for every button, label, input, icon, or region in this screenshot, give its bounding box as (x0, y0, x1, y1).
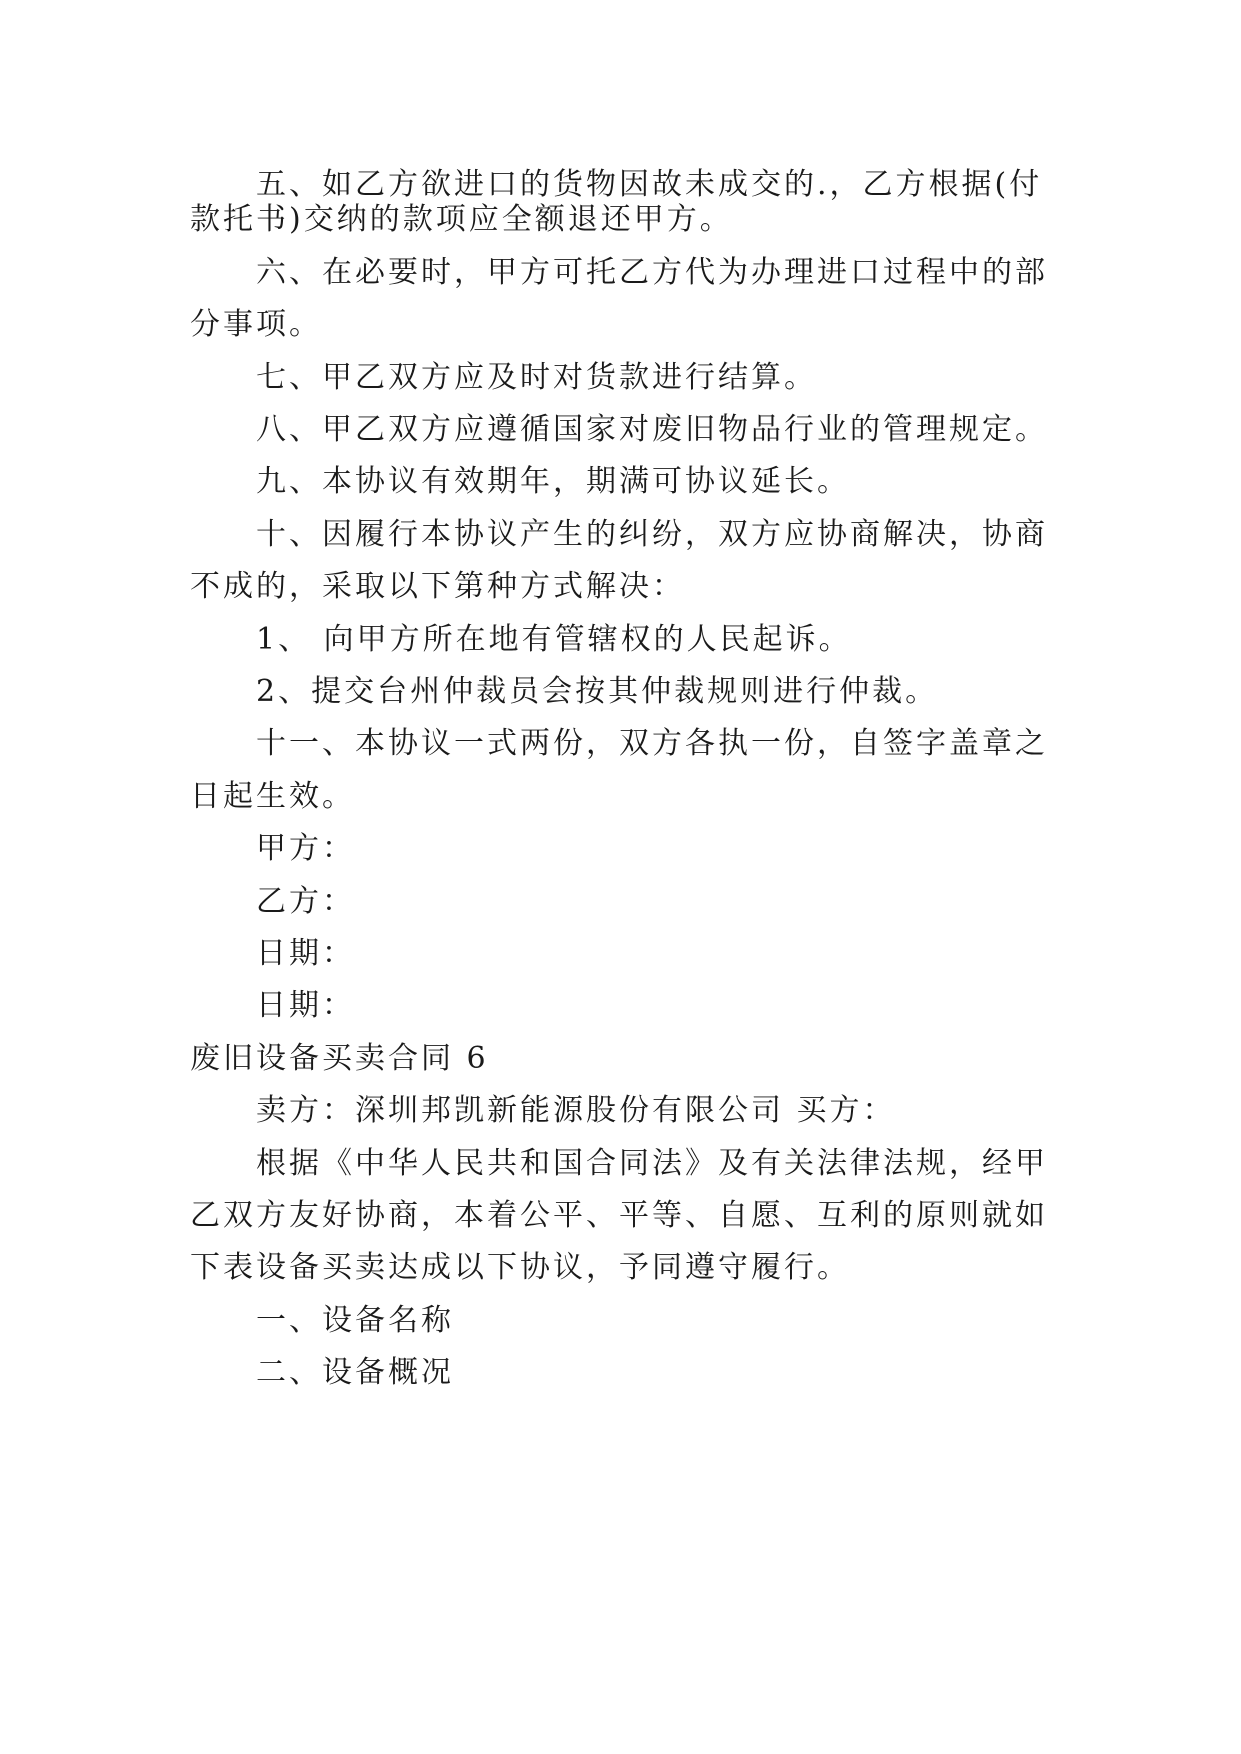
option-1: 1、 向甲方所在地有管辖权的人民起诉。 (256, 622, 852, 657)
clause-5-line-1: 五、如乙方欲进口的货物因故未成交的.，乙方根据(付 (256, 167, 1043, 202)
clause-11-line-2: 日起生效。 (190, 779, 355, 814)
item-equipment-overview: 二、设备概况 (256, 1355, 454, 1390)
item-equipment-name: 一、设备名称 (256, 1303, 454, 1338)
party-a-signature: 甲方： (256, 831, 355, 866)
clause-5-line-2: 款托书)交纳的款项应全额退还甲方。 (190, 202, 733, 237)
preamble-line-1: 根据《中华人民共和国合同法》及有关法律法规，经甲 (256, 1146, 1048, 1181)
clause-10-line-2: 不成的，采取以下第种方式解决： (190, 569, 685, 604)
clause-7: 七、甲乙双方应及时对货款进行结算。 (256, 360, 817, 395)
party-b-signature: 乙方： (256, 884, 355, 919)
option-2: 2、提交台州仲裁员会按其仲裁规则进行仲裁。 (256, 674, 939, 709)
preamble-line-2: 乙双方友好协商，本着公平、平等、自愿、互利的原则就如 (190, 1198, 1048, 1233)
clause-11-line-1: 十一、本协议一式两份，双方各执一份，自签字盖章之 (256, 726, 1048, 761)
clause-8: 八、甲乙双方应遵循国家对废旧物品行业的管理规定。 (256, 412, 1048, 447)
seller-buyer-line: 卖方：深圳邦凯新能源股份有限公司 买方： (256, 1093, 896, 1128)
section-title: 废旧设备买卖合同 6 (190, 1041, 489, 1076)
date-line-1: 日期： (256, 936, 355, 971)
date-line-2: 日期： (256, 988, 355, 1023)
clause-6-line-1: 六、在必要时，甲方可托乙方代为办理进口过程中的部 (256, 255, 1048, 290)
clause-9: 九、本协议有效期年，期满可协议延长。 (256, 464, 850, 499)
clause-10-line-1: 十、因履行本协议产生的纠纷，双方应协商解决，协商 (256, 517, 1048, 552)
preamble-line-3: 下表设备买卖达成以下协议，予同遵守履行。 (190, 1250, 850, 1285)
clause-6-line-2: 分事项。 (190, 307, 322, 342)
